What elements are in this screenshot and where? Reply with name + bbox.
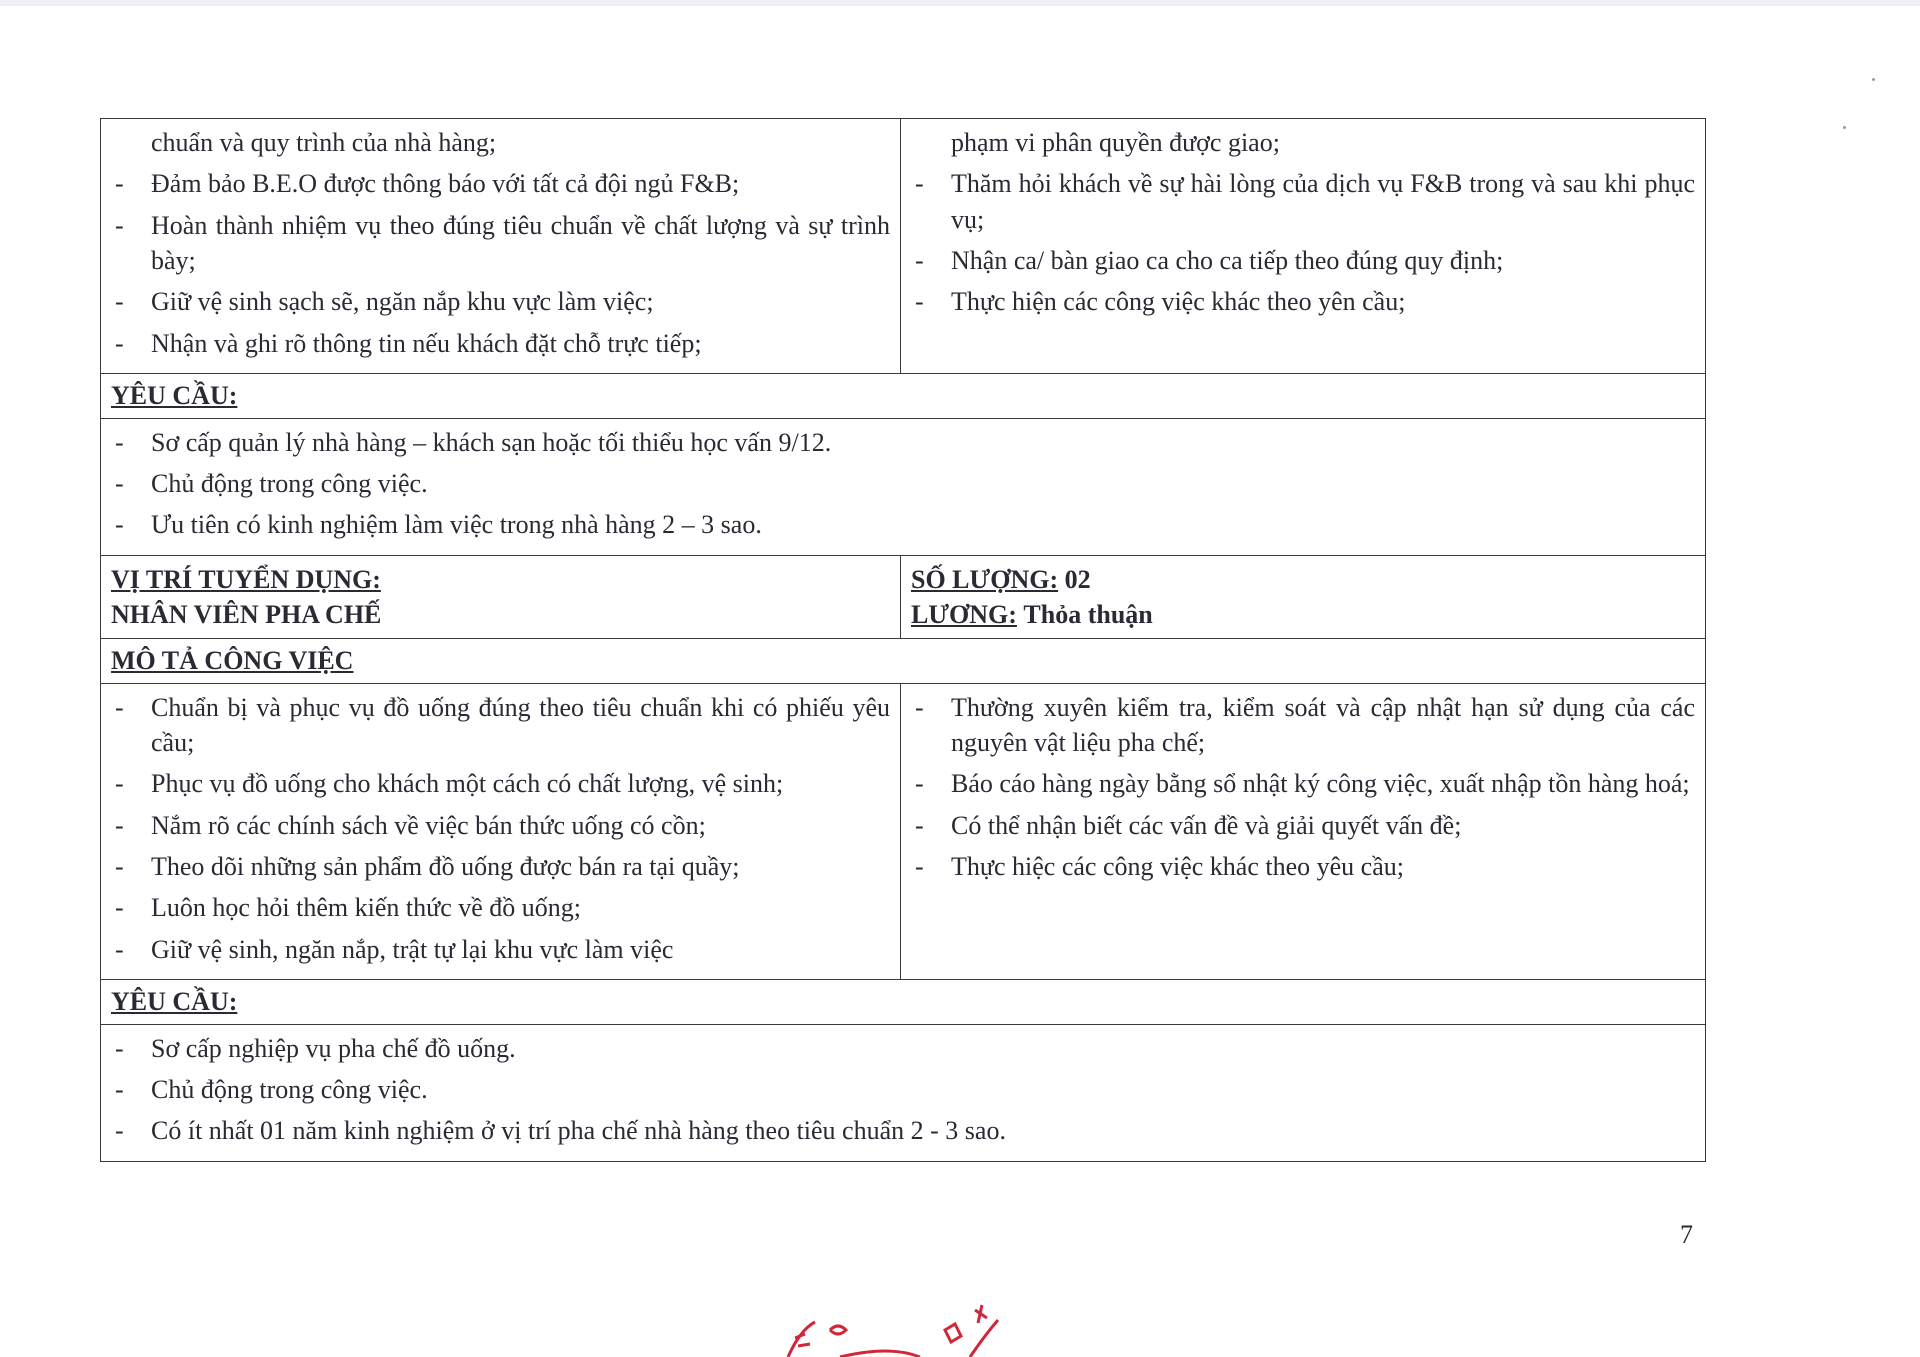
company-seal-stamp: [770, 1290, 1010, 1357]
quantity-value: 02: [1064, 564, 1091, 594]
list-item: - Có thể nhận biết các vấn đề và giải quyết vấn đề;: [911, 808, 1695, 843]
list-item: - Nhận và ghi rõ thông tin nếu khách đặt chỗ trực tiếp;: [111, 326, 890, 361]
quantity-salary-cell: [901, 555, 1706, 639]
requirements-list: [111, 425, 1695, 543]
job-description-right-cell: [901, 683, 1706, 980]
list-item: - Nắm rõ các chính sách về việc bán thức uống có cồn;: [111, 808, 890, 843]
page-top-edge: [0, 0, 1920, 6]
position-label: VỊ TRÍ TUYỂN DỤNG:: [111, 564, 381, 594]
requirements-heading-row: [101, 374, 1706, 418]
scan-speck: [1843, 126, 1846, 129]
job-description-heading-cell: [101, 639, 1706, 683]
list-item: - Theo dõi những sản phẩm đồ uống được bán ra tại quầy;: [111, 849, 890, 884]
duties-left-cell: [101, 119, 901, 374]
duties-right-cell: [901, 119, 1706, 374]
requirements-cell: [101, 418, 1706, 555]
list-item: - Chuẩn bị và phục vụ đồ uống đúng theo tiêu chuẩn khi có phiếu yêu cầu;: [111, 690, 890, 761]
duties-left-list: [111, 125, 890, 361]
list-item: - Có ít nhất 01 năm kinh nghiệm ở vị trí pha chế nhà hàng theo tiêu chuẩn 2 - 3 sao.: [111, 1113, 1695, 1148]
position-cell: [101, 555, 901, 639]
requirements-2-heading-row: [101, 980, 1706, 1024]
job-description-left-cell: [101, 683, 901, 980]
requirements-2-list: [111, 1031, 1695, 1149]
quantity-label: SỐ LƯỢNG:: [911, 564, 1059, 594]
salary-label: LƯƠNG:: [911, 599, 1017, 629]
page-number: 7: [1680, 1220, 1693, 1249]
list-item: - Chủ động trong công việc.: [111, 466, 1695, 501]
list-item: - Chủ động trong công việc.: [111, 1072, 1695, 1107]
list-item: - Thực hiệc các công việc khác theo yêu cầu;: [911, 849, 1695, 884]
list-item: - Phục vụ đồ uống cho khách một cách có chất lượng, vệ sinh;: [111, 766, 890, 801]
requirements-2-row: [101, 1024, 1706, 1161]
list-item: chuẩn và quy trình của nhà hàng;: [151, 128, 497, 157]
requirements-2-heading-cell: [101, 980, 1706, 1024]
position-row: [101, 555, 1706, 639]
list-item: phạm vi phân quyền được giao;: [951, 128, 1280, 157]
list-item: - Giữ vệ sinh, ngăn nắp, trật tự lại khu vực làm việc: [111, 932, 890, 967]
duties-right-list: [911, 125, 1695, 320]
list-item: - Đảm bảo B.E.O được thông báo với tất cả đội ngủ F&B;: [111, 166, 890, 201]
list-item: - Nhận ca/ bàn giao ca cho ca tiếp theo đúng quy định;: [911, 243, 1695, 278]
list-item: - Thường xuyên kiểm tra, kiểm soát và cập nhật hạn sử dụng của các nguyên vật liệu pha chế;: [911, 690, 1695, 761]
job-description-heading: MÔ TẢ CÔNG VIỆC: [111, 646, 354, 676]
job-description-right-list: [911, 690, 1695, 885]
salary-value: Thỏa thuận: [1023, 599, 1153, 629]
job-description-heading-row: [101, 639, 1706, 683]
list-item: - Luôn học hỏi thêm kiến thức về đồ uống;: [111, 890, 890, 925]
list-item: - Sơ cấp quản lý nhà hàng – khách sạn hoặc tối thiểu học vấn 9/12.: [111, 425, 1695, 460]
list-item: - Hoàn thành nhiệm vụ theo đúng tiêu chuẩn về chất lượng và sự trình bày;: [111, 208, 890, 279]
job-description-row: [101, 683, 1706, 980]
list-item: - Thăm hỏi khách về sự hài lòng của dịch vụ F&B trong và sau khi phục vụ;: [911, 166, 1695, 237]
list-item: - Thực hiện các công việc khác theo yên cầu;: [911, 284, 1695, 319]
job-description-left-list: [111, 690, 890, 968]
requirements-heading: YÊU CẦU:: [111, 381, 238, 411]
duties-continuation-row: [101, 119, 1706, 374]
list-item: - Giữ vệ sinh sạch sẽ, ngăn nắp khu vực làm việc;: [111, 284, 890, 319]
requirements-row: [101, 418, 1706, 555]
requirements-heading-cell: [101, 374, 1706, 418]
requirements-2-heading: YÊU CẦU:: [111, 987, 238, 1017]
job-posting-table: [100, 118, 1706, 1162]
requirements-2-cell: [101, 1024, 1706, 1161]
position-title: NHÂN VIÊN PHA CHẾ: [111, 599, 382, 629]
list-item: - Ưu tiên có kinh nghiệm làm việc trong nhà hàng 2 – 3 sao.: [111, 507, 1695, 542]
scan-speck: [1872, 78, 1875, 81]
list-item: - Sơ cấp nghiệp vụ pha chế đồ uống.: [111, 1031, 1695, 1066]
list-item: - Báo cáo hàng ngày bằng sổ nhật ký công việc, xuất nhập tồn hàng hoá;: [911, 766, 1695, 801]
